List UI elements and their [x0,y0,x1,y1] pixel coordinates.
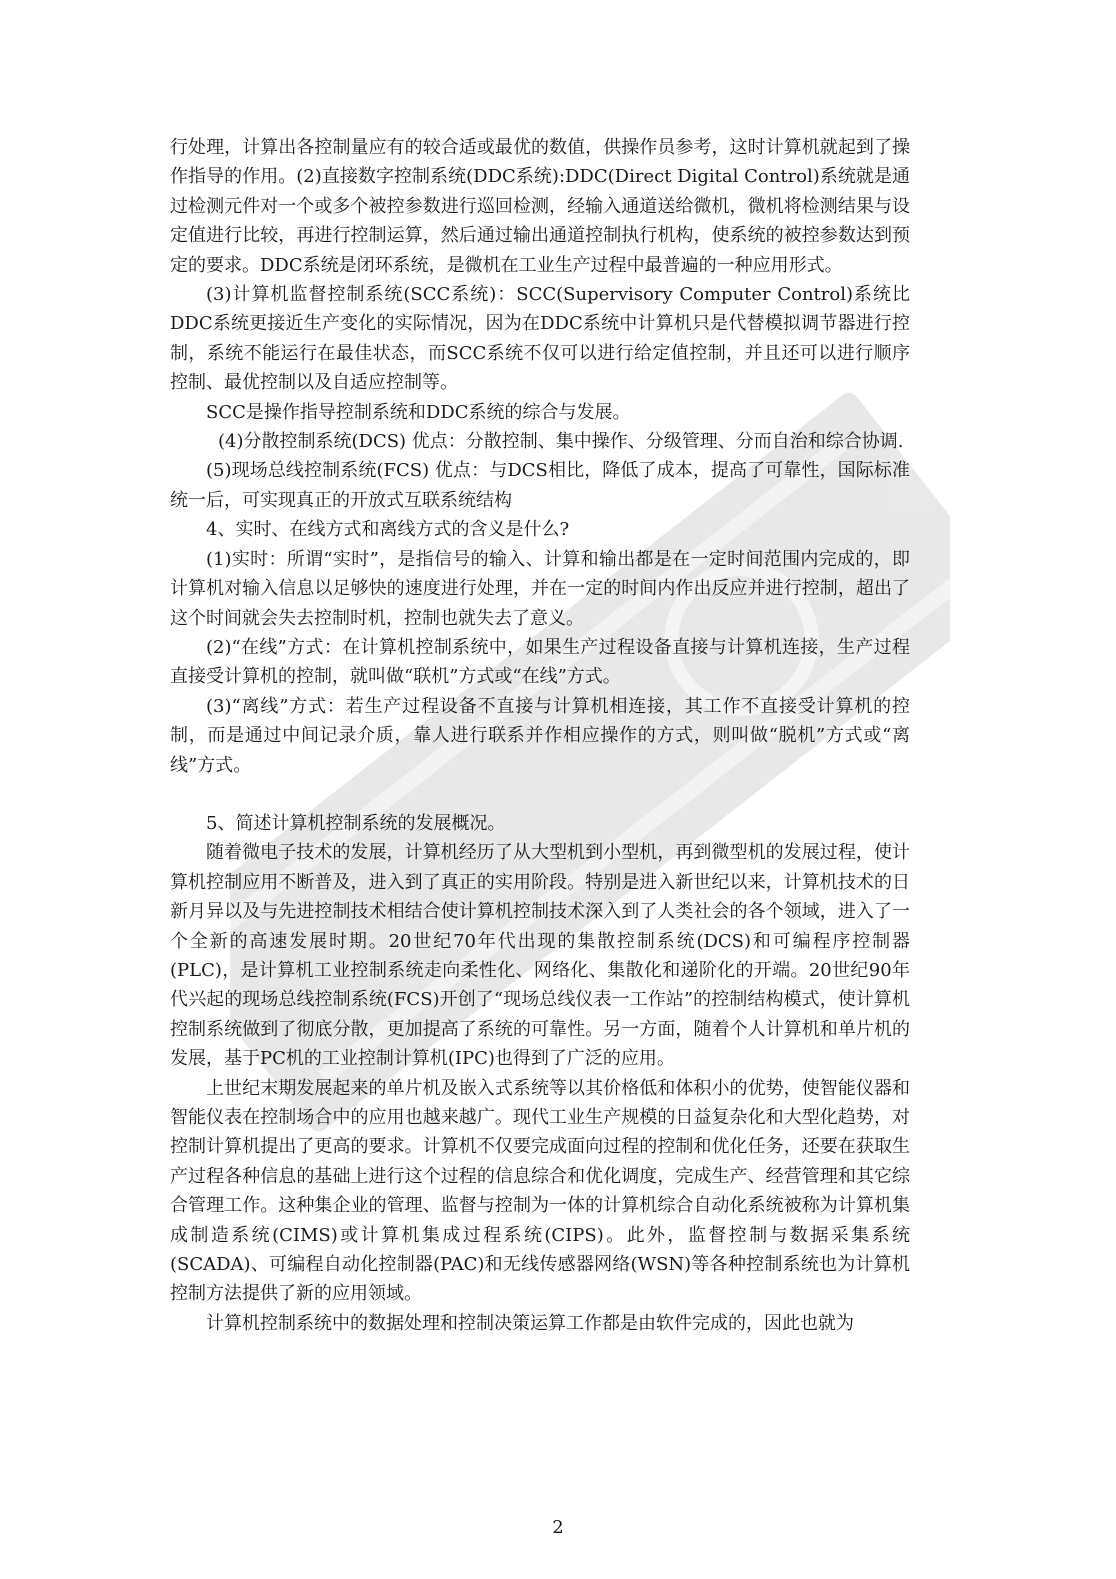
question-5-heading: 5、简述计算机控制系统的发展概况。 [206,812,506,834]
paragraph-3: SCC是操作指导控制系统和DDC系统的综合与发展。 [206,401,631,423]
paragraph-7: (2)“在线”方式：在计算机控制系统中，如果生产过程设备直接与计算机连接，生产过程直接受计算机的控制，就叫做“联机”方式或“在线”方式。 [170,636,910,688]
page-number: 2 [552,1517,564,1538]
paragraph-4: (4)分散控制系统(DCS) 优点：分散控制、集中操作、分级管理、分而自治和综合协调. [218,431,904,453]
paragraph-8: (3)“离线”方式：若生产过程设备不直接与计算机相连接，其工作不直接受计算机的控制，而是通过中间记录介质，靠人进行联系并作相应操作的方式，则叫做“脱机”方式或“离线”方式。 [170,695,910,776]
paragraph-11: 计算机控制系统中的数据处理和控制决策运算工作都是由软件完成的，因此也就为 [206,1312,854,1334]
paragraph-1: 行处理，计算出各控制量应有的较合适或最优的数值，供操作员参考，这时计算机就起到了操作指导的作用。(2)直接数字控制系统(DDC系统):DDC(Direct Digital Control)系统就是通过检测元件对一个或多个被控参数进行巡回检测，经输入通道送给微机，微机将检测结果与设定值进行比较，再进行控制运算，然后通过输出通道控制执行机构，使系统的被控参数达到预定的要求。DDC系统是闭环系统，是微机在工业生产过程中最普遍的一种应用形式。 [170,137,910,276]
paragraph-5: (5)现场总线控制系统(FCS) 优点：与DCS相比，降低了成本，提高了可靠性，国际标准统一后，可实现真正的开放式互联系统结构 [170,460,910,511]
paragraph-2: (3)计算机监督控制系统(SCC系统)：SCC(Supervisory Computer Control)系统比DDC系统更接近生产变化的实际情况，因为在DDC系统中计算机只是代替模拟调节器进行控制，系统不能运行在最佳状态，而SCC系统不仅可以进行给定值控制，并且还可以进行顺序控制、最优控制以及自适应控制等。 [170,284,910,394]
paragraph-10: 上世纪末期发展起来的单片机及嵌入式系统等以其价格低和体积小的优势，使智能仪器和智能仪表在控制场合中的应用也越来越广。现代工业生产规模的日益复杂化和大型化趋势，对控制计算机提出了更高的要求。计算机不仅要完成面向过程的控制和优化任务，还要在获取生产过程各种信息的基础上进行这个过程的信息综合和优化调度，完成生产、经营管理和其它综合管理工作。这种集企业的管理、监督与控制为一体的计算机综合自动化系统被称为计算机集成制造系统(CIMS)或计算机集成过程系统(CIPS)。此外，监督控制与数据采集系统(SCADA)、可编程自动化控制器(PAC)和无线传感器网络(WSN)等各种控制系统也为计算机控制方法提供了新的应用领域。 [170,1077,910,1305]
paragraph-9: 随着微电子技术的发展，计算机经历了从大型机到小型机，再到微型机的发展过程，使计算机控制应用不断普及，进入到了真正的实用阶段。特别是进入新世纪以来，计算机技术的日新月异以及与先进控制技术相结合使计算机控制技术深入到了人类社会的各个领域，进入了一个全新的高速发展时期。20世纪70年代出现的集散控制系统(DCS)和可编程序控制器(PLC)，是计算机工业控制系统走向柔性化、网络化、集散化和递阶化的开端。20世纪90年代兴起的现场总线控制系统(FCS)开创了“现场总线仪表一工作站”的控制结构模式，使计算机控制系统做到了彻底分散，更加提高了系统的可靠性。另一方面，随着个人计算机和单片机的发展，基于PC机的工业控制计算机(IPC)也得到了广泛的应用。 [170,842,910,1070]
paragraph-6: (1)实时：所谓“实时”，是指信号的输入、计算和输出都是在一定时间范围内完成的，即计算机对输入信息以足够快的速度进行处理，并在一定的时间内作出反应并进行控制，超出了这个时间就会失去控制时机，控制也就失去了意义。 [170,548,910,629]
document-body [170,133,910,1338]
question-4-heading: 4、实时、在线方式和离线方式的含义是什么? [206,519,570,541]
